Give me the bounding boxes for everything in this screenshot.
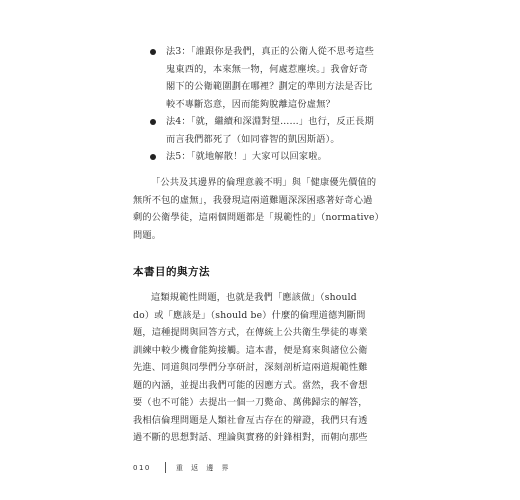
- list-item: [150, 148, 382, 166]
- text-line: 訓練中較少機會能夠接觸。這本書，便是寫來與諸位公衛: [133, 344, 368, 356]
- text-line: 較不專斷恣意，因而能夠脫離這份虛無？: [166, 98, 335, 110]
- running-title: 重 返 邊 界: [175, 463, 232, 472]
- list-item: [150, 113, 382, 148]
- text-line: do）或「應該是」（should be）什麼的倫理道德判斷問: [133, 309, 366, 321]
- list-item: [150, 43, 382, 113]
- text-line: 而言我們都死了（如同睿智的凱因斯語）。: [166, 133, 340, 145]
- text-line: 閣下的公衛範圍劃在哪裡？劃定的準則方法是否比: [166, 81, 373, 92]
- footer-divider: [165, 462, 166, 473]
- text-line: 法3：「誰跟你是我們，真正的公衛人從不思考這些: [166, 46, 374, 57]
- text-line: 問題。: [133, 229, 162, 241]
- paragraph-body: [133, 289, 383, 447]
- text-line: 題的內涵，並提出我們可能的因應方式。當然，我不會想: [133, 379, 368, 391]
- text-line: 先進、同道與同學們分享研討，深刻剖析這兩道規範性難: [133, 362, 368, 373]
- text-line: 過不斷的思想對話、理論與實務的針鋒相對，而朝向那些: [133, 432, 368, 443]
- text-line: 無所不包的虛無」，我發現這兩道難題深深困惑著好奇心過: [133, 194, 373, 206]
- text-line: 題，這種提問與回答方式，在傳統上公共衛生學徒的專業: [133, 327, 368, 338]
- bullet-dot-icon: [150, 119, 156, 125]
- paragraph-intro: [133, 174, 383, 244]
- bullet-dot-icon: [150, 154, 156, 160]
- text-line: 這類規範性問題，也就是我們「應該做」（should: [151, 292, 357, 303]
- text-line: 要（也不可能）去提出一個一刀斃命、萬佛歸宗的解答，: [133, 397, 368, 408]
- section-heading: 本書目的與方法: [133, 266, 210, 278]
- bullet-list: [150, 43, 382, 166]
- page-footer: [133, 462, 232, 473]
- text-line: 我相信倫理問題是人類社會亙古存在的辯證，我們只有透: [133, 414, 368, 426]
- text-line: 鬼東西的，本來無一物，何處惹塵埃。」我會好奇: [166, 63, 368, 75]
- bullet-dot-icon: [150, 49, 156, 55]
- page-number: 010: [133, 463, 151, 472]
- text-line: 法5：「就地解散！」大家可以回家啦。: [166, 151, 328, 162]
- text-line: 剩的公衛學徒，這兩個問題都是「規範性的」（normative）: [133, 212, 385, 223]
- text-line: 「公共及其邊界的倫理意義不明」與「健康優先價值的: [151, 177, 377, 188]
- text-line: 法4：「就，繼續和深淵對望……」也行，反正長期: [166, 116, 374, 127]
